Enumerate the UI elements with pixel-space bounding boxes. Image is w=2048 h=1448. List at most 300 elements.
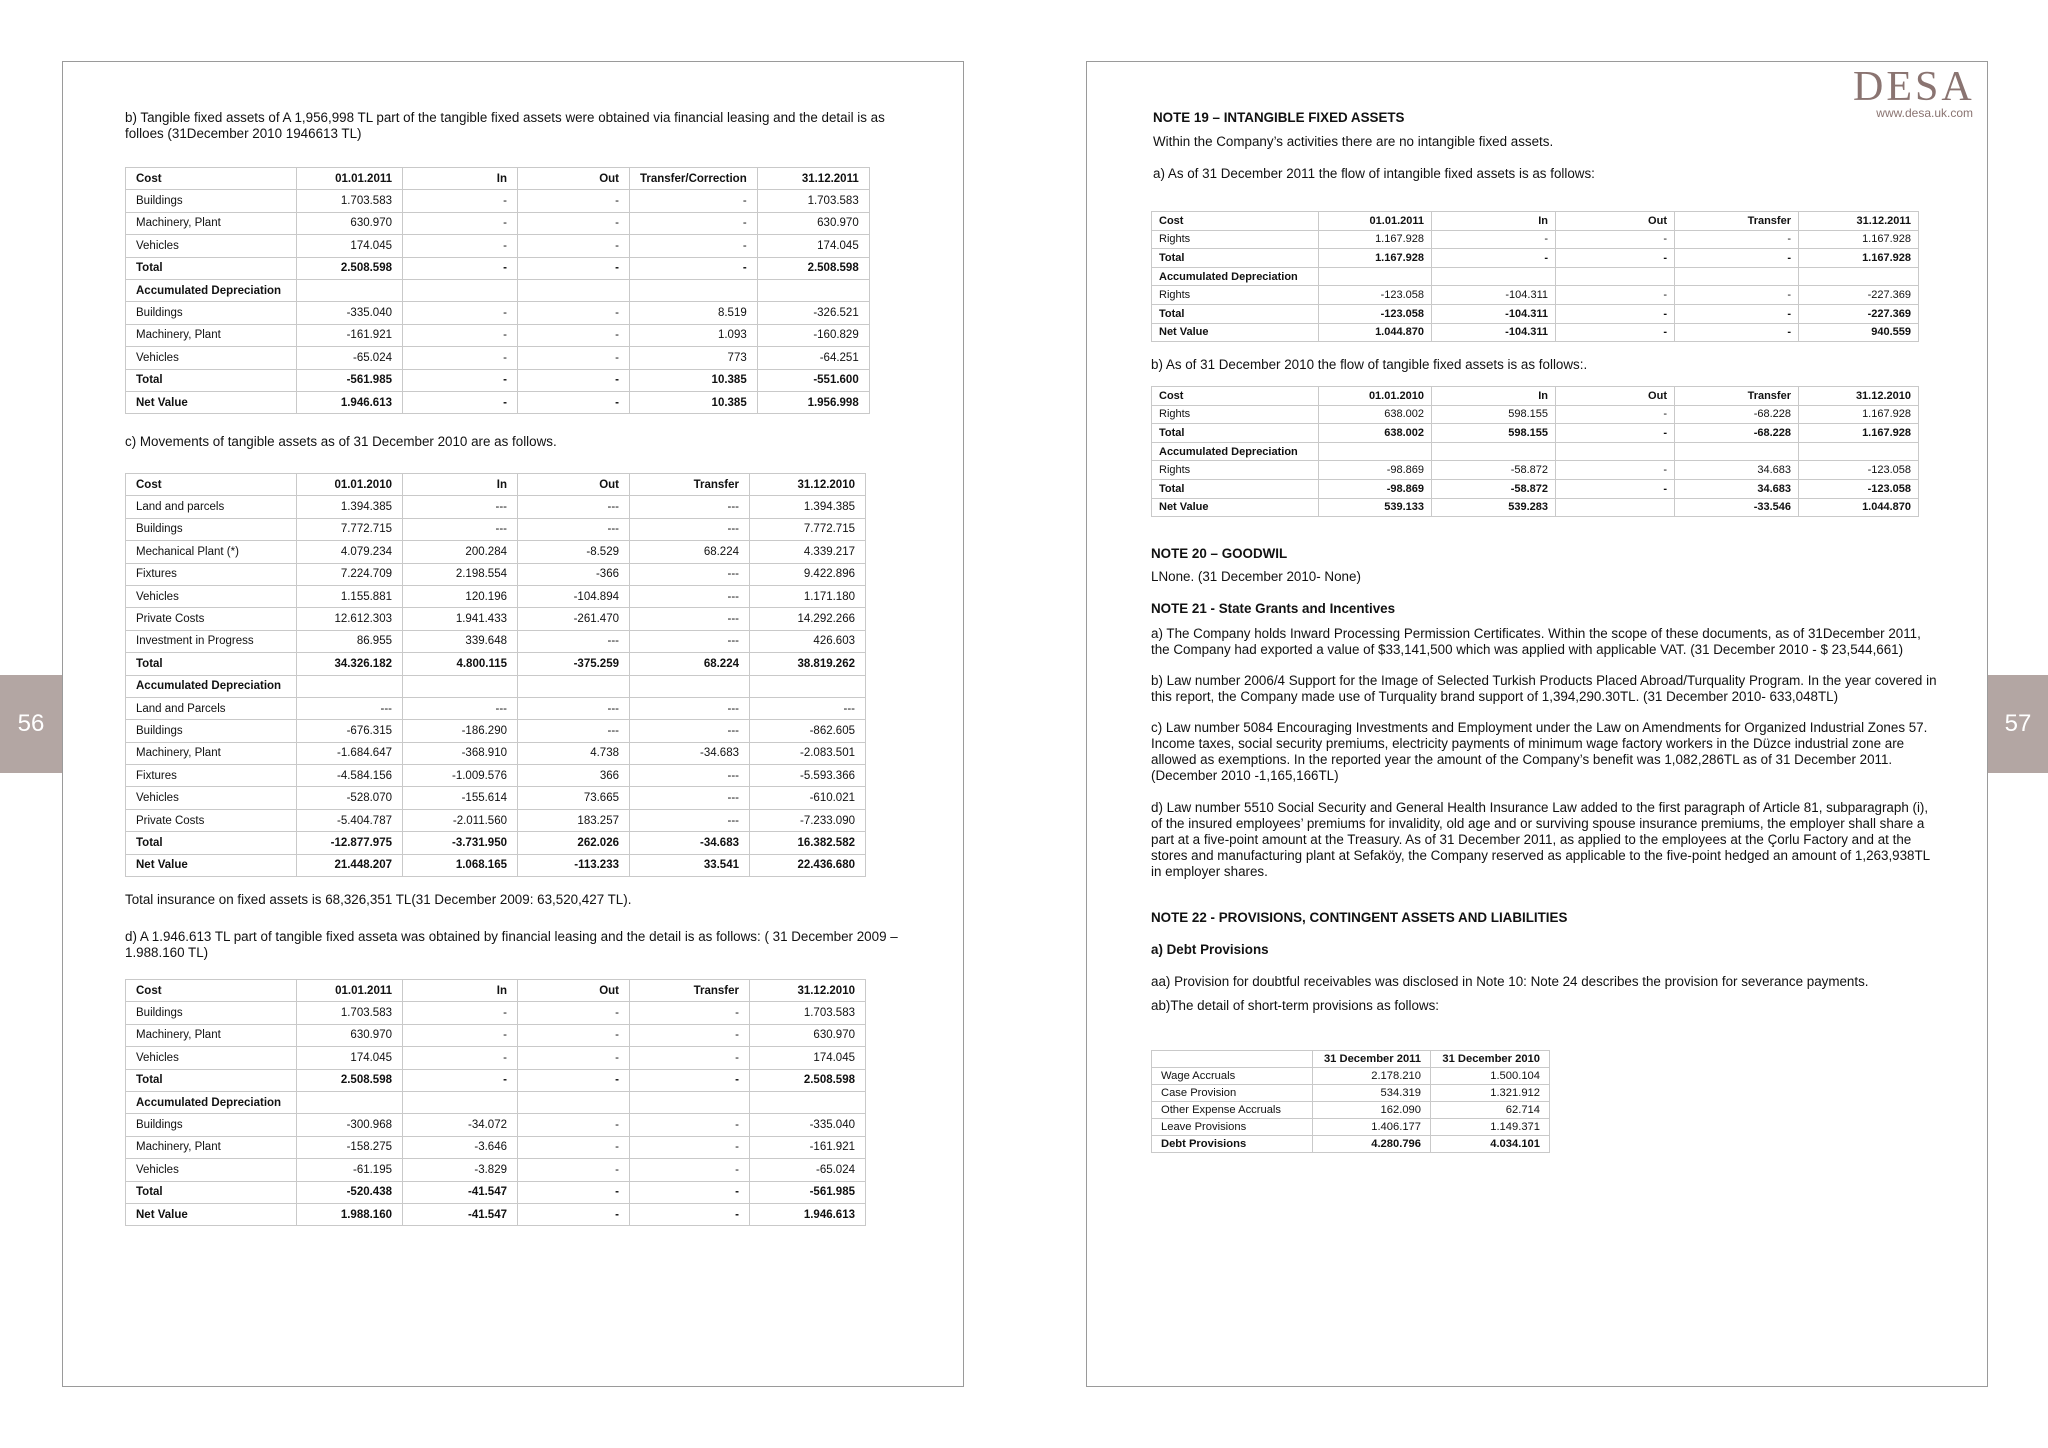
value-cell: - [1675, 304, 1799, 323]
value-cell: - [403, 1024, 518, 1046]
table-row [126, 787, 866, 809]
value-cell: 4.034.101 [1431, 1136, 1550, 1153]
value-cell: - [630, 235, 758, 257]
value-cell [1319, 442, 1432, 461]
value-cell: 539.283 [1432, 498, 1556, 517]
row-label-cell: Machinery, Plant [126, 742, 297, 764]
value-cell: --- [297, 697, 403, 719]
value-cell: - [630, 1114, 750, 1136]
value-cell: --- [630, 585, 750, 607]
value-cell: 1.703.583 [297, 190, 403, 212]
row-label-cell: Machinery, Plant [126, 212, 297, 234]
row-label-cell: Machinery, Plant [126, 324, 297, 346]
value-cell: 1.093 [630, 324, 758, 346]
value-cell: - [630, 1069, 750, 1091]
value-cell [1556, 498, 1675, 517]
value-cell: 01.01.2011 [297, 168, 403, 190]
table-row [1152, 424, 1919, 443]
value-cell: -104.311 [1432, 304, 1556, 323]
value-cell [750, 1091, 866, 1113]
logo-wordmark: DESA [1853, 64, 1975, 110]
row-label-cell [1152, 1051, 1313, 1068]
table-row [126, 212, 870, 234]
table-row [1152, 405, 1919, 424]
row-label-cell: Vehicles [126, 235, 297, 257]
value-cell: 630.970 [297, 212, 403, 234]
row-label-cell: Vehicles [126, 585, 297, 607]
row-label-cell: Buildings [126, 1114, 297, 1136]
value-cell: - [1556, 461, 1675, 480]
value-cell: - [403, 369, 518, 391]
value-cell: - [1556, 304, 1675, 323]
value-cell: 1.941.433 [403, 608, 518, 630]
value-cell: 366 [518, 765, 630, 787]
value-cell [1432, 267, 1556, 286]
row-label-cell: Vehicles [126, 1159, 297, 1181]
value-cell [1799, 442, 1919, 461]
table-row [126, 765, 866, 787]
value-cell: - [1675, 286, 1799, 305]
value-cell: 1.171.180 [750, 585, 866, 607]
value-cell: - [403, 1069, 518, 1091]
table-row [126, 1024, 866, 1046]
value-cell: 34.683 [1675, 461, 1799, 480]
value-cell: --- [630, 809, 750, 831]
value-cell: -123.058 [1799, 461, 1919, 480]
value-cell: -64.251 [757, 347, 869, 369]
value-cell: In [403, 168, 518, 190]
value-cell [518, 279, 630, 301]
value-cell: 940.559 [1799, 323, 1919, 342]
value-cell: 539.133 [1319, 498, 1432, 517]
row-label-cell: Buildings [126, 302, 297, 324]
value-cell: 1.703.583 [757, 190, 869, 212]
value-cell: 4.079.234 [297, 541, 403, 563]
value-cell: - [403, 391, 518, 413]
table-row [126, 1114, 866, 1136]
table-row [126, 302, 870, 324]
value-cell: Out [518, 168, 630, 190]
value-cell: 426.603 [750, 630, 866, 652]
table-row [1152, 1085, 1550, 1102]
table-row [126, 742, 866, 764]
value-cell [1319, 267, 1432, 286]
value-cell: -41.547 [403, 1203, 518, 1225]
value-cell: 162.090 [1313, 1102, 1431, 1119]
table-row [126, 697, 866, 719]
value-cell: -41.547 [403, 1181, 518, 1203]
note19-a-paragraph: a) As of 31 December 2011 the flow of intangible fixed assets is as follows: [1153, 166, 1595, 181]
value-cell: -4.584.156 [297, 765, 403, 787]
value-cell [630, 1091, 750, 1113]
value-cell: In [1432, 212, 1556, 231]
value-cell: 7.772.715 [297, 518, 403, 540]
value-cell: Out [518, 474, 630, 496]
table-row [126, 257, 870, 279]
value-cell: 1.167.928 [1799, 424, 1919, 443]
value-cell: 12.612.303 [297, 608, 403, 630]
value-cell: 630.970 [750, 1024, 866, 1046]
table-row [126, 1181, 866, 1203]
row-label-cell: Cost [1152, 387, 1319, 406]
table-row [126, 1136, 866, 1158]
note19-b-paragraph: b) As of 31 December 2010 the flow of tangible fixed assets is as follows:. [1151, 357, 1588, 372]
value-cell: 68.224 [630, 541, 750, 563]
value-cell: 31.12.2010 [750, 474, 866, 496]
note21-d-paragraph: d) Law number 5510 Social Security and General Health Insurance Law added to the first paragraph of Article 81, subparagraph (i), of the insured employees’ premiums for invalidity, old age and or surviving spouse insurance premiums, the employer shall share a part at a five-point amount at the Treasury. As of 31 December 2011, as applied to the employees at the Çorlu Factory and at the stores and manufacturing plant at Sefaköy, the Company reserved as applicable to the five-point hedged an amount of 1,263,938TL in employer shares. [1151, 800, 1930, 879]
value-cell: - [518, 1114, 630, 1136]
row-label-cell: Vehicles [126, 347, 297, 369]
value-cell: 22.436.680 [750, 854, 866, 876]
value-cell: 1.068.165 [403, 854, 518, 876]
value-cell: - [403, 257, 518, 279]
value-cell: - [518, 212, 630, 234]
value-cell: - [1556, 479, 1675, 498]
value-cell [1432, 442, 1556, 461]
value-cell: - [630, 1002, 750, 1024]
table-header-row [126, 980, 866, 1002]
table-row [126, 608, 866, 630]
table-row [126, 630, 866, 652]
table-row [126, 369, 870, 391]
value-cell: - [403, 212, 518, 234]
value-cell: 200.284 [403, 541, 518, 563]
value-cell: In [403, 474, 518, 496]
value-cell: -123.058 [1319, 304, 1432, 323]
note21-title: NOTE 21 - State Grants and Incentives [1151, 601, 1396, 616]
row-label-cell: Machinery, Plant [126, 1024, 297, 1046]
value-cell: --- [630, 765, 750, 787]
value-cell: --- [518, 496, 630, 518]
table-row [126, 1091, 866, 1113]
value-cell: --- [518, 518, 630, 540]
table-row [1152, 249, 1919, 268]
value-cell: - [518, 1181, 630, 1203]
logo-url: www.desa.uk.com [1876, 106, 1973, 120]
value-cell: -104.894 [518, 585, 630, 607]
value-cell: 630.970 [757, 212, 869, 234]
value-cell [757, 279, 869, 301]
row-label-cell: Net Value [126, 854, 297, 876]
value-cell: --- [403, 697, 518, 719]
value-cell: -5.404.787 [297, 809, 403, 831]
value-cell: --- [630, 630, 750, 652]
value-cell: 773 [630, 347, 758, 369]
value-cell: 01.01.2010 [1319, 387, 1432, 406]
value-cell: 2.178.210 [1313, 1068, 1431, 1085]
value-cell: 2.508.598 [757, 257, 869, 279]
row-label-cell: Investment in Progress [126, 630, 297, 652]
value-cell: -12.877.975 [297, 832, 403, 854]
value-cell: 1.956.998 [757, 391, 869, 413]
table-row [126, 832, 866, 854]
row-label-cell: Rights [1152, 230, 1319, 249]
value-cell: -58.872 [1432, 461, 1556, 480]
row-label-cell: Total [126, 832, 297, 854]
table-row [126, 324, 870, 346]
table-header-row [1152, 212, 1919, 231]
table-header-row [126, 474, 866, 496]
value-cell: - [1556, 230, 1675, 249]
value-cell: -123.058 [1799, 479, 1919, 498]
value-cell: 9.422.896 [750, 563, 866, 585]
row-label-cell: Cost [126, 980, 297, 1002]
table-row [126, 1047, 866, 1069]
value-cell: -34.683 [630, 832, 750, 854]
value-cell: 183.257 [518, 809, 630, 831]
value-cell: -3.646 [403, 1136, 518, 1158]
row-label-cell: Cost [1152, 212, 1319, 231]
value-cell: 638.002 [1319, 405, 1432, 424]
value-cell: 34.326.182 [297, 653, 403, 675]
value-cell: 598.155 [1432, 424, 1556, 443]
value-cell: -8.529 [518, 541, 630, 563]
value-cell: 1.167.928 [1799, 230, 1919, 249]
row-label-cell: Private Costs [126, 809, 297, 831]
value-cell [750, 675, 866, 697]
value-cell: -68.228 [1675, 405, 1799, 424]
value-cell: -261.470 [518, 608, 630, 630]
value-cell: -65.024 [750, 1159, 866, 1181]
value-cell: 174.045 [750, 1047, 866, 1069]
value-cell: 21.448.207 [297, 854, 403, 876]
value-cell [1799, 267, 1919, 286]
row-label-cell: Accumulated Depreciation [126, 675, 297, 697]
value-cell: -186.290 [403, 720, 518, 742]
value-cell: 7.772.715 [750, 518, 866, 540]
value-cell: -58.872 [1432, 479, 1556, 498]
table-row [1152, 1068, 1550, 1085]
value-cell: 1.044.870 [1799, 498, 1919, 517]
value-cell: - [403, 190, 518, 212]
value-cell: - [1556, 249, 1675, 268]
value-cell: 1.149.371 [1431, 1119, 1550, 1136]
value-cell: --- [518, 720, 630, 742]
table-row [126, 541, 866, 563]
page-number-right: 57 [1988, 675, 2048, 773]
row-label-cell: Vehicles [126, 1047, 297, 1069]
table-row [1152, 1136, 1550, 1153]
value-cell: Transfer [1675, 212, 1799, 231]
value-cell: -1.684.647 [297, 742, 403, 764]
value-cell: 174.045 [297, 235, 403, 257]
value-cell: 4.339.217 [750, 541, 866, 563]
value-cell: Transfer/Correction [630, 168, 758, 190]
value-cell: -113.233 [518, 854, 630, 876]
value-cell: - [518, 302, 630, 324]
value-cell: 1.406.177 [1313, 1119, 1431, 1136]
table-row [126, 675, 866, 697]
table-row [126, 854, 866, 876]
value-cell: 630.970 [297, 1024, 403, 1046]
table-row [126, 518, 866, 540]
table-header-row [1152, 1051, 1550, 1068]
value-cell: 1.167.928 [1799, 405, 1919, 424]
row-label-cell: Buildings [126, 190, 297, 212]
value-cell: Transfer [630, 980, 750, 1002]
value-cell: --- [518, 697, 630, 719]
value-cell: Out [1556, 387, 1675, 406]
value-cell: --- [518, 630, 630, 652]
value-cell: - [518, 369, 630, 391]
value-cell: -862.605 [750, 720, 866, 742]
value-cell: - [518, 1002, 630, 1024]
value-cell: -1.009.576 [403, 765, 518, 787]
value-cell: -61.195 [297, 1159, 403, 1181]
table-row [1152, 1102, 1550, 1119]
value-cell [403, 675, 518, 697]
value-cell: - [630, 1136, 750, 1158]
value-cell: 262.026 [518, 832, 630, 854]
value-cell: -300.968 [297, 1114, 403, 1136]
value-cell: -227.369 [1799, 304, 1919, 323]
row-label-cell: Total [1152, 249, 1319, 268]
value-cell: -676.315 [297, 720, 403, 742]
table-row [1152, 323, 1919, 342]
desa-logo [1853, 66, 1973, 120]
table-row [126, 347, 870, 369]
value-cell [630, 675, 750, 697]
row-label-cell: Net Value [126, 391, 297, 413]
value-cell: -326.521 [757, 302, 869, 324]
row-label-cell: Buildings [126, 518, 297, 540]
row-label-cell: Net Value [1152, 323, 1319, 342]
table-row [126, 496, 866, 518]
table-row [1152, 461, 1919, 480]
value-cell: - [518, 324, 630, 346]
row-label-cell: Land and parcels [126, 496, 297, 518]
table-row [126, 720, 866, 742]
value-cell: - [518, 257, 630, 279]
row-label-cell: Fixtures [126, 765, 297, 787]
value-cell: 1.321.912 [1431, 1085, 1550, 1102]
value-cell: -520.438 [297, 1181, 403, 1203]
table-row [126, 1002, 866, 1024]
value-cell: 31 December 2010 [1431, 1051, 1550, 1068]
value-cell: -104.311 [1432, 323, 1556, 342]
value-cell: - [1556, 323, 1675, 342]
row-label-cell: Total [1152, 479, 1319, 498]
value-cell: - [1432, 249, 1556, 268]
value-cell: -34.683 [630, 742, 750, 764]
value-cell [1675, 442, 1799, 461]
value-cell: --- [750, 697, 866, 719]
value-cell: -561.985 [297, 369, 403, 391]
value-cell [518, 1091, 630, 1113]
value-cell: --- [630, 697, 750, 719]
value-cell: 1.167.928 [1319, 249, 1432, 268]
table-row [1152, 498, 1919, 517]
value-cell: - [518, 1047, 630, 1069]
tangible-movements-2010-table [125, 473, 866, 877]
value-cell: -65.024 [297, 347, 403, 369]
row-label-cell: Accumulated Depreciation [126, 1091, 297, 1113]
value-cell: 1.044.870 [1319, 323, 1432, 342]
value-cell: -551.600 [757, 369, 869, 391]
row-label-cell: Land and Parcels [126, 697, 297, 719]
short-term-provisions-table [1151, 1050, 1550, 1153]
row-label-cell: Cost [126, 474, 297, 496]
value-cell: 31 December 2011 [1313, 1051, 1431, 1068]
value-cell: 4.738 [518, 742, 630, 764]
row-label-cell: Case Provision [1152, 1085, 1313, 1102]
table-row [126, 1203, 866, 1225]
row-label-cell: Mechanical Plant (*) [126, 541, 297, 563]
value-cell: - [403, 347, 518, 369]
row-label-cell: Other Expense Accruals [1152, 1102, 1313, 1119]
value-cell: - [518, 347, 630, 369]
table-row [1152, 304, 1919, 323]
value-cell: -5.593.366 [750, 765, 866, 787]
value-cell: 339.648 [403, 630, 518, 652]
row-label-cell: Vehicles [126, 787, 297, 809]
table-header-row [126, 168, 870, 190]
value-cell: - [630, 1181, 750, 1203]
value-cell: -375.259 [518, 653, 630, 675]
note22-ab-paragraph: ab)The detail of short-term provisions as follows: [1151, 998, 1440, 1013]
value-cell: - [630, 212, 758, 234]
value-cell: 1.703.583 [750, 1002, 866, 1024]
value-cell: 01.01.2010 [297, 474, 403, 496]
value-cell: - [630, 1047, 750, 1069]
value-cell: 120.196 [403, 585, 518, 607]
value-cell: -160.829 [757, 324, 869, 346]
intangible-assets-2010-table [1151, 386, 1919, 517]
note21-a-paragraph: a) The Company holds Inward Processing Permission Certificates. Within the scope of these documents, as of 31December 2011, the Company had exported a value of $33,141,500 which was applied with applicable VAT. (31 December 2010 - $ 23,544,661) [1151, 626, 1921, 657]
value-cell [297, 1091, 403, 1113]
value-cell: In [403, 980, 518, 1002]
table-row [1152, 286, 1919, 305]
value-cell [1556, 267, 1675, 286]
value-cell [518, 675, 630, 697]
row-label-cell: Rights [1152, 405, 1319, 424]
value-cell: 31.12.2010 [1799, 387, 1919, 406]
row-label-cell: Total [1152, 424, 1319, 443]
table-row [126, 279, 870, 301]
value-cell: - [1556, 424, 1675, 443]
value-cell: - [518, 1069, 630, 1091]
value-cell: 34.683 [1675, 479, 1799, 498]
row-label-cell: Total [126, 1069, 297, 1091]
intro-d-paragraph: d) A 1.946.613 TL part of tangible fixed asseta was obtained by financial leasing and the detail is as follows: ( 31 December 2009 – 1.988.160 TL) [125, 929, 898, 960]
row-label-cell: Private Costs [126, 608, 297, 630]
value-cell: -33.546 [1675, 498, 1799, 517]
value-cell: 2.508.598 [297, 257, 403, 279]
table-row [126, 653, 866, 675]
value-cell: 31.12.2010 [750, 980, 866, 1002]
value-cell: 31.12.2011 [757, 168, 869, 190]
table-row [126, 235, 870, 257]
value-cell: 174.045 [757, 235, 869, 257]
value-cell: 2.508.598 [750, 1069, 866, 1091]
value-cell: -104.311 [1432, 286, 1556, 305]
value-cell: - [1556, 405, 1675, 424]
page-number-left: 56 [0, 675, 62, 773]
table-row [1152, 442, 1919, 461]
row-label-cell: Rights [1152, 461, 1319, 480]
intro-b-paragraph: b) Tangible fixed assets of A 1,956,998 TL part of the tangible fixed assets were obtained via financial leasing and the detail is as folloes (31December 2010 1946613 TL) [125, 110, 885, 141]
value-cell: 33.541 [630, 854, 750, 876]
intangible-assets-2011-table [1151, 211, 1919, 342]
value-cell: - [403, 1047, 518, 1069]
table-row [126, 1069, 866, 1091]
value-cell: 10.385 [630, 391, 758, 413]
value-cell: -158.275 [297, 1136, 403, 1158]
value-cell: 1.946.613 [297, 391, 403, 413]
row-label-cell: Net Value [1152, 498, 1319, 517]
value-cell: -366 [518, 563, 630, 585]
row-label-cell: Total [126, 369, 297, 391]
